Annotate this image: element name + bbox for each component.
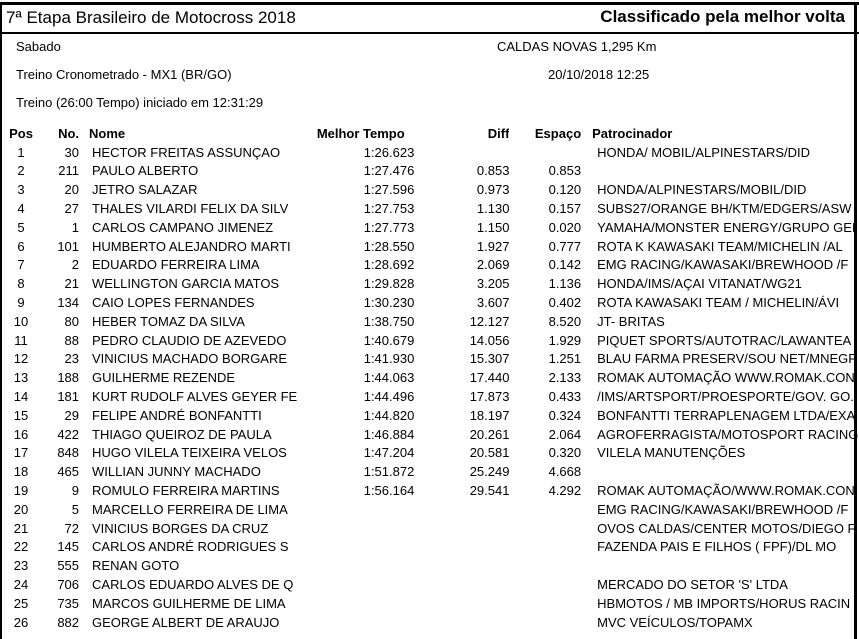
cell-number: 181: [57, 389, 80, 405]
day-label: Sabado: [16, 39, 61, 54]
cell-sponsor: ROMAK AUTOMAÇÃO WWW.ROMAK.CON: [597, 370, 855, 386]
cell-name: PAULO ALBERTO: [92, 163, 199, 179]
cell-best-time: 1:51.872: [363, 464, 415, 480]
cell-diff: 1.150: [476, 219, 510, 235]
cell-best-time: 1:27.476: [363, 163, 415, 179]
cell-sponsor: BLAU FARMA PRESERV/SOU NET/MNEGF: [597, 351, 857, 367]
cell-sponsor: VILELA MANUTENÇÕES: [597, 445, 746, 461]
cell-sponsor: EMG RACING/KAWASAKI/BREWHOOD /F: [597, 501, 849, 517]
cell-name: MARCOS GUILHERME DE LIMA: [92, 595, 286, 611]
table-row: [0, 368, 859, 387]
table-row: [0, 556, 859, 575]
cell-number: 72: [64, 520, 80, 536]
cell-pos: 13: [13, 370, 29, 386]
cell-sponsor: JT- BRITAS: [597, 313, 665, 329]
cell-sponsor: MERCADO DO SETOR 'S' LTDA: [597, 577, 788, 593]
cell-number: 21: [64, 276, 80, 292]
cell-gap: 1.251: [548, 351, 582, 367]
cell-number: 848: [57, 445, 80, 461]
cell-name: WILLIAN JUNNY MACHADO: [92, 464, 261, 480]
cell-number: 27: [64, 201, 80, 217]
cell-gap: 1.136: [548, 276, 582, 292]
cell-diff: [424, 143, 509, 162]
cell-best-time: 1:44.063: [363, 370, 415, 386]
cell-sponsor: AGROFERRAGISTA/MOTOSPORT RACING: [597, 426, 859, 442]
cell-best-time: [297, 594, 424, 613]
cell-best-time: 1:56.164: [363, 483, 415, 499]
table-row: [0, 331, 859, 350]
col-header-best-time: Melhor Tempo: [316, 125, 405, 141]
cell-best-time: 1:38.750: [363, 313, 415, 329]
cell-best-time: [297, 519, 424, 538]
cell-sponsor: OVOS CALDAS/CENTER MOTOS/DIEGO F: [597, 520, 856, 536]
cell-gap: 0.120: [548, 182, 582, 198]
cell-number: 80: [64, 313, 80, 329]
cell-number: 465: [57, 464, 80, 480]
cell-gap: [509, 575, 581, 594]
table-row: [0, 218, 859, 237]
cell-sponsor: MVC VEÍCULOS/TOPAMX: [597, 614, 753, 630]
cell-gap: 2.133: [548, 370, 582, 386]
cell-gap: [509, 519, 581, 538]
cell-pos: 25: [13, 595, 29, 611]
session-start-label: Treino (26:00 Tempo) iniciado em 12:31:29: [16, 95, 264, 110]
results-table: [0, 124, 859, 632]
cell-pos: 4: [17, 201, 25, 217]
cell-name: KURT RUDOLF ALVES GEYER FE: [92, 389, 298, 405]
table-row: [0, 274, 859, 293]
table-row: [0, 162, 859, 181]
table-row: [0, 444, 859, 463]
cell-name: CARLOS EDUARDO ALVES DE Q: [92, 577, 294, 593]
cell-diff: 20.261: [469, 426, 510, 442]
cell-best-time: 1:40.679: [363, 332, 415, 348]
cell-best-time: 1:29.828: [363, 276, 415, 292]
col-header-diff: Diff: [487, 125, 510, 141]
table-row: [0, 613, 859, 632]
cell-diff: [424, 500, 509, 519]
cell-best-time: [297, 538, 424, 557]
cell-gap: [509, 143, 581, 162]
col-header-gap: Espaço: [534, 125, 582, 141]
cell-pos: 12: [13, 351, 29, 367]
cell-sponsor: HONDA/ALPINESTARS/MOBIL/DID: [597, 182, 807, 198]
cell-pos: 3: [17, 182, 25, 198]
cell-diff: 18.197: [469, 407, 510, 423]
table-row: [0, 387, 859, 406]
header-top-rule: [0, 2, 859, 5]
cell-sponsor: HONDA/ MOBIL/ALPINESTARS/DID: [597, 144, 810, 160]
cell-number: 211: [58, 163, 80, 179]
cell-diff: [424, 613, 509, 632]
cell-sponsor: ROMAK AUTOMAÇÃO/WWW.ROMAK.CON: [597, 483, 855, 499]
cell-number: 5: [71, 501, 80, 517]
cell-diff: 15.307: [469, 351, 510, 367]
cell-diff: 25.249: [469, 464, 510, 480]
col-header-name: Nome: [89, 125, 126, 141]
cell-best-time: 1:44.820: [363, 407, 415, 423]
cell-pos: 23: [13, 558, 29, 574]
cell-number: 2: [71, 257, 80, 273]
cell-pos: 20: [13, 501, 29, 517]
cell-name: JETRO SALAZAR: [92, 182, 198, 198]
cell-diff: 0.973: [476, 182, 510, 198]
cell-best-time: [297, 613, 424, 632]
cell-best-time: [297, 556, 424, 575]
cell-pos: 7: [17, 257, 25, 273]
cell-pos: 22: [13, 539, 29, 555]
cell-diff: [424, 538, 509, 557]
cell-number: 134: [57, 295, 80, 311]
cell-pos: 21: [13, 520, 29, 536]
cell-gap: [509, 500, 581, 519]
cell-sponsor: BONFANTTI TERRAPLENAGEM LTDA/EXA: [597, 407, 856, 423]
cell-sponsor: [581, 162, 859, 181]
cell-gap: 0.320: [548, 445, 582, 461]
cell-diff: 17.873: [469, 389, 510, 405]
cell-gap: 0.157: [548, 201, 582, 217]
cell-pos: 16: [13, 426, 29, 442]
cell-best-time: 1:47.204: [363, 445, 415, 461]
cell-pos: 2: [17, 163, 25, 179]
cell-name: RENAN GOTO: [92, 558, 180, 574]
cell-number: 882: [57, 614, 80, 630]
cell-diff: 12.127: [469, 313, 510, 329]
cell-name: GUILHERME REZENDE: [92, 370, 236, 386]
cell-best-time: 1:27.773: [363, 219, 415, 235]
cell-best-time: 1:27.753: [363, 201, 415, 217]
table-row: [0, 538, 859, 557]
cell-name: CARLOS CAMPANO JIMENEZ: [92, 219, 274, 235]
cell-number: 20: [64, 182, 80, 198]
cell-sponsor: EMG RACING/KAWASAKI/BREWHOOD /F: [597, 257, 849, 273]
cell-pos: 5: [17, 219, 25, 235]
cell-name: PEDRO CLAUDIO DE AZEVEDO: [92, 332, 287, 348]
cell-diff: [424, 594, 509, 613]
col-header-sponsor: Patrocinador: [592, 125, 673, 141]
cell-best-time: [297, 500, 424, 519]
table-row: [0, 462, 859, 481]
cell-number: 23: [64, 351, 80, 367]
cell-pos: 10: [13, 313, 29, 329]
cell-diff: 3.205: [476, 276, 510, 292]
table-row: [0, 500, 859, 519]
cell-pos: 17: [13, 445, 29, 461]
cell-name: VINICIUS BORGES DA CRUZ: [92, 520, 269, 536]
cell-diff: 2.069: [476, 257, 510, 273]
cell-number: 145: [57, 539, 80, 555]
table-row: [0, 594, 859, 613]
table-header-row: [0, 124, 859, 143]
cell-pos: 6: [17, 238, 25, 254]
cell-name: GEORGE ALBERT DE ARAUJO: [92, 614, 280, 630]
table-row: [0, 312, 859, 331]
cell-sponsor: FAZENDA PAIS E FILHOS ( FPF)/DL MO: [597, 539, 837, 555]
table-row: [0, 199, 859, 218]
cell-number: 30: [64, 144, 80, 160]
cell-pos: 11: [14, 332, 28, 348]
cell-sponsor: ROTA KAWASAKI TEAM / MICHELIN/ÁVI: [597, 295, 840, 311]
cell-pos: 8: [17, 276, 25, 292]
cell-name: MARCELLO FERREIRA DE LIMA: [92, 501, 288, 517]
cell-gap: 0.324: [548, 407, 582, 423]
cell-gap: 4.292: [548, 483, 582, 499]
table-row: [0, 143, 859, 162]
cell-name: HUGO VILELA TEIXEIRA VELOS: [92, 445, 287, 461]
table-row: [0, 519, 859, 538]
cell-name: HECTOR FREITAS ASSUNÇAO: [92, 144, 281, 160]
cell-number: 706: [57, 577, 80, 593]
col-header-pos: Pos: [9, 125, 33, 141]
table-row: [0, 406, 859, 425]
cell-sponsor: YAMAHA/MONSTER ENERGY/GRUPO GEI: [597, 219, 856, 235]
table-row: [0, 180, 859, 199]
cell-best-time: 1:41.930: [363, 351, 415, 367]
cell-diff: 20.581: [469, 445, 510, 461]
cell-sponsor: [581, 462, 859, 481]
cell-name: FELIPE ANDRÉ BONFANTTI: [92, 407, 262, 423]
cell-gap: [509, 538, 581, 557]
report-title: Classificado pela melhor volta: [600, 7, 845, 26]
cell-pos: 15: [13, 407, 29, 423]
cell-pos: 24: [13, 577, 29, 593]
cell-gap: 0.777: [548, 238, 582, 254]
cell-pos: 14: [13, 389, 29, 405]
cell-pos: 26: [13, 614, 29, 630]
cell-diff: [424, 519, 509, 538]
cell-diff: [424, 556, 509, 575]
table-row: [0, 293, 859, 312]
table-row: [0, 237, 859, 256]
cell-name: ROMULO FERREIRA MARTINS: [92, 483, 280, 499]
cell-best-time: 1:27.596: [363, 182, 415, 198]
cell-gap: 0.433: [548, 389, 582, 405]
cell-gap: 2.064: [548, 426, 582, 442]
cell-pos: 1: [17, 144, 25, 160]
cell-diff: 14.056: [469, 332, 510, 348]
cell-number: 1: [71, 219, 80, 235]
cell-name: CAIO LOPES FERNANDES: [92, 295, 255, 311]
cell-sponsor: [581, 556, 859, 575]
cell-number: 29: [64, 407, 80, 423]
cell-number: 735: [57, 595, 80, 611]
cell-gap: [509, 594, 581, 613]
cell-gap: [509, 556, 581, 575]
cell-name: HEBER TOMAZ DA SILVA: [92, 313, 245, 329]
table-row: [0, 481, 859, 500]
cell-pos: 18: [13, 464, 29, 480]
cell-gap: 0.020: [548, 219, 582, 235]
cell-name: WELLINGTON GARCIA MATOS: [92, 276, 280, 292]
cell-gap: 4.668: [548, 464, 582, 480]
cell-diff: 1.130: [476, 201, 510, 217]
cell-name: THALES VILARDI FELIX DA SILV: [92, 201, 289, 217]
cell-sponsor: PIQUET SPORTS/AUTOTRAC/LAWANTEA: [597, 332, 852, 348]
event-title: 7ª Etapa Brasileiro de Motocross 2018: [6, 8, 296, 27]
cell-name: EDUARDO FERREIRA LIMA: [92, 257, 260, 273]
cell-best-time: [297, 575, 424, 594]
cell-name: THIAGO QUEIROZ DE PAULA: [92, 426, 272, 442]
table-row: [0, 425, 859, 444]
venue-label: CALDAS NOVAS 1,295 Km: [497, 39, 657, 54]
header-bottom-rule: [0, 32, 859, 34]
cell-sponsor: SUBS27/ORANGE BH/KTM/EDGERS/ASW: [597, 201, 852, 217]
table-row: [0, 256, 859, 275]
cell-gap: 1.929: [548, 332, 582, 348]
cell-diff: 3.607: [476, 295, 510, 311]
cell-best-time: 1:28.550: [363, 238, 415, 254]
cell-diff: 17.440: [469, 370, 510, 386]
cell-gap: 0.142: [548, 257, 582, 273]
cell-pos: 9: [17, 295, 25, 311]
cell-name: CARLOS ANDRÉ RODRIGUES S: [92, 539, 289, 555]
table-row: [0, 575, 859, 594]
cell-sponsor: HBMOTOS / MB IMPORTS/HORUS RACIN: [597, 595, 851, 611]
cell-gap: 8.520: [548, 313, 582, 329]
cell-best-time: 1:28.692: [363, 257, 415, 273]
cell-best-time: 1:26.623: [363, 144, 415, 160]
cell-best-time: 1:30.230: [363, 295, 415, 311]
cell-name: HUMBERTO ALEJANDRO MARTI: [92, 238, 291, 254]
cell-number: 9: [71, 483, 80, 499]
col-header-number: No.: [58, 125, 80, 141]
cell-number: 422: [57, 426, 80, 442]
cell-diff: [424, 575, 509, 594]
cell-sponsor: ROTA K KAWASAKI TEAM/MICHELIN /AL: [597, 238, 843, 254]
datetime-label: 20/10/2018 12:25: [548, 67, 650, 82]
cell-number: 188: [57, 370, 80, 386]
cell-number: 555: [57, 558, 80, 574]
cell-gap: 0.853: [548, 163, 582, 179]
cell-sponsor: HONDA/IMS/AÇAI VITANAT/WG21: [597, 276, 802, 292]
cell-gap: [509, 613, 581, 632]
cell-best-time: 1:44.496: [363, 389, 415, 405]
cell-name: VINICIUS MACHADO BORGARE: [92, 351, 288, 367]
session-label: Treino Cronometrado - MX1 (BR/GO): [16, 67, 232, 82]
cell-sponsor: /IMS/ARTSPORT/PROESPORTE/GOV. GO.: [597, 389, 854, 405]
cell-diff: 29.541: [469, 483, 510, 499]
cell-number: 101: [57, 238, 80, 254]
cell-number: 88: [64, 332, 80, 348]
cell-diff: 1.927: [476, 238, 510, 254]
cell-pos: 19: [13, 483, 29, 499]
cell-best-time: 1:46.884: [363, 426, 415, 442]
cell-gap: 0.402: [548, 295, 582, 311]
cell-diff: 0.853: [476, 163, 510, 179]
table-row: [0, 350, 859, 369]
